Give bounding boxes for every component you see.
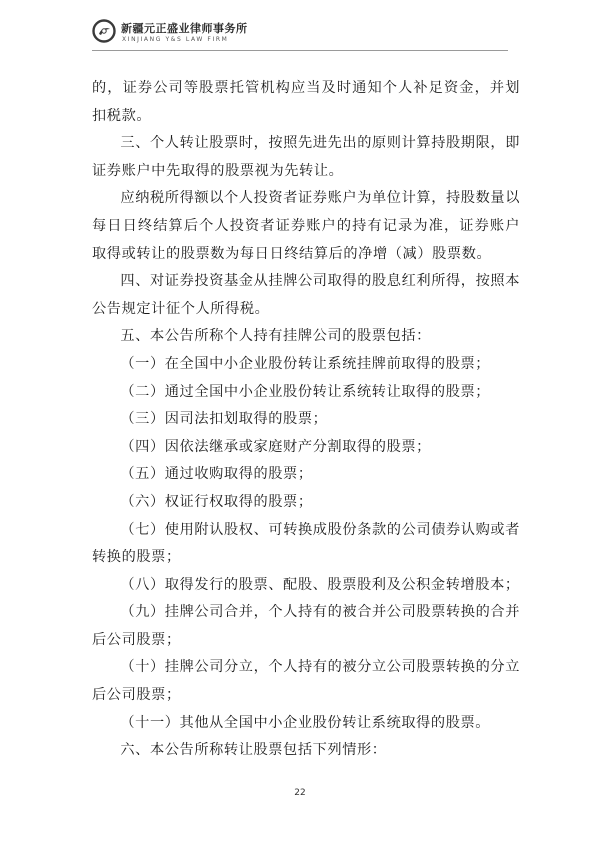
firm-logo-icon [92, 19, 116, 43]
body-paragraph: （一）在全国中小企业股份转让系统挂牌前取得的股票； [120, 355, 491, 372]
body-paragraph: （七）使用附认股权、可转换成股份条款的公司债券认购或者转换的股票； [92, 521, 520, 566]
firm-name-en: XINJIANG Y&S LAW FIRM [122, 36, 229, 43]
body-paragraph: （八）取得发行的股票、配股、股票股利及公积金转增股本； [120, 576, 520, 593]
header-divider [92, 50, 508, 51]
body-paragraph: 的，证券公司等股票托管机构应当及时通知个人补足资金，并划扣税款。 [92, 80, 520, 124]
body-paragraph: 四、对证券投资基金从挂牌公司取得的股息红利所得，按照本公告规定计征个人所得税。 [92, 273, 520, 317]
body-paragraph: 三、个人转让股票时，按照先进先出的原则计算持股期限，即证券账户中先取得的股票视为先转让。 [92, 135, 520, 179]
body-paragraph: 应纳税所得额以个人投资者证券账户为单位计算，持股数量以每日日终结算后个人投资者证券账户的持有记录为准，证券账户取得或转让的股票数为每日日终结算后的净增（减）股票数。 [92, 190, 520, 262]
body-paragraph: 六、本公告所称转让股票包括下列情形： [120, 742, 387, 759]
body-paragraph: （二）通过全国中小企业股份转让系统转让取得的股票； [120, 383, 491, 400]
page-number: 22 [294, 788, 306, 798]
body-paragraph: （六）权证行权取得的股票； [120, 493, 313, 510]
body-paragraph: 五、本公告所称个人持有挂牌公司的股票包括： [120, 328, 431, 345]
body-paragraph: （五）通过收购取得的股票； [120, 466, 313, 483]
body-paragraph: （九）挂牌公司合并，个人持有的被合并公司股票转换的合并后公司股票； [92, 604, 520, 648]
document-body [92, 75, 520, 765]
body-paragraph: （四）因依法继承或家庭财产分割取得的股票； [120, 438, 431, 455]
firm-name-cn: 新疆元正盛业律师事务所 [121, 22, 248, 35]
page-header [0, 0, 600, 50]
body-paragraph: （十）挂牌公司分立，个人持有的被分立公司股票转换的分立后公司股票； [92, 659, 520, 704]
body-paragraph: （十一）其他从全国中小企业股份转让系统取得的股票。 [120, 714, 491, 731]
body-paragraph: （三）因司法扣划取得的股票； [120, 411, 328, 428]
